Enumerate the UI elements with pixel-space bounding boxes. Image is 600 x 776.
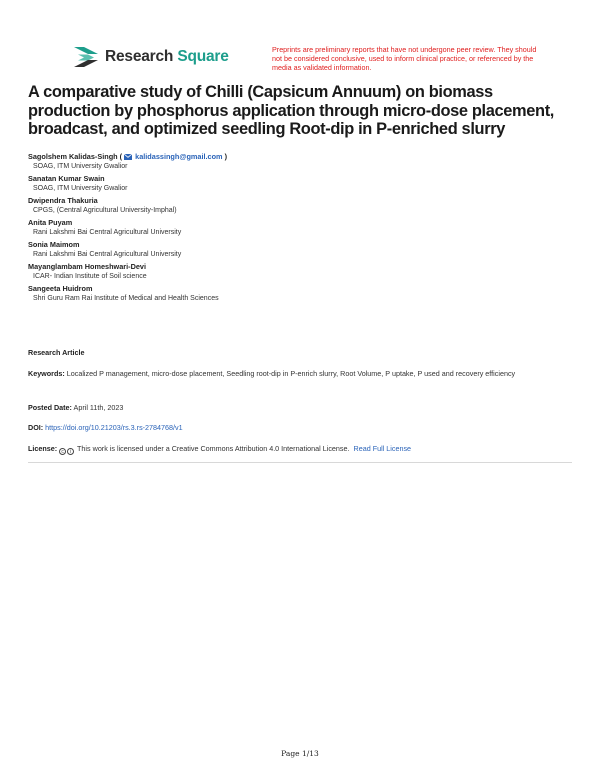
author-list (28, 152, 568, 306)
author-name: Dwipendra Thakuria (28, 196, 98, 205)
read-full-license-link[interactable]: Read Full License (353, 444, 412, 453)
author-affiliation: Rani Lakshmi Bai Central Agricultural University (33, 250, 182, 258)
author-entry (28, 196, 568, 215)
license (28, 444, 568, 455)
author-entry (28, 240, 568, 259)
article-type: Research Article (28, 348, 85, 357)
author-affiliation: SOAG, ITM University Gwalior (33, 162, 128, 170)
doi-link[interactable]: https://doi.org/10.21203/rs.3.rs-2784768/v1 (45, 423, 183, 432)
page-number: Page 1/13 (281, 749, 319, 758)
attribution-icon: i (67, 448, 74, 455)
research-square-logo-icon (74, 47, 98, 67)
keywords-value: Localized P management, micro-dose placement, Seedling root-dip in P-enrich slurry, Root Volume, P uptake, P used and recovery efficiency (66, 369, 516, 378)
author-entry (28, 174, 568, 193)
logo-text: Research Square (105, 48, 229, 65)
author-affiliation: Rani Lakshmi Bai Central Agricultural University (33, 228, 182, 236)
author-name: Sonia Maimom (28, 240, 80, 249)
author-name: Sagolshem Kalidas-Singh (28, 152, 118, 161)
author-name: Sangeeta Huidrom (28, 284, 93, 293)
doi-label: DOI: (28, 423, 44, 432)
author-affiliation: Shri Guru Ram Rai Institute of Medical and Health Sciences (33, 294, 219, 302)
preprint-disclaimer: Preprints are preliminary reports that have not undergone peer review. They should not be considered conclusive, used to inform clinical practice, or referenced by the media as validated information. (272, 45, 537, 73)
author-entry (28, 284, 568, 303)
author-affiliation: ICAR- Indian Institute of Soil science (33, 272, 147, 280)
posted-date-value: April 11th, 2023 (73, 403, 124, 412)
author-affiliation: SOAG, ITM University Gwalior (33, 184, 128, 192)
author-name: Anita Puyam (28, 218, 73, 227)
author-affiliation: CPGS, (Central Agricultural University-Imphal) (33, 206, 177, 214)
keywords (28, 369, 568, 379)
author-entry (28, 262, 568, 281)
research-square-logo (74, 47, 229, 67)
author-email-link[interactable]: kalidassingh@gmail.com (124, 152, 224, 161)
license-label: License: (28, 444, 58, 453)
doi (28, 423, 568, 433)
envelope-icon (124, 154, 132, 160)
author-name: Sanatan Kumar Swain (28, 174, 105, 183)
creative-commons-icon: c (59, 448, 66, 455)
posted-date-label: Posted Date: (28, 403, 72, 412)
paper-title: A comparative study of Chilli (Capsicum Annuum) on biomass production by phosphorus application through micro-dose placement, broadcast, and optimized seedling Root-dip in P-enriched slurry (28, 83, 555, 138)
keywords-label: Keywords: (28, 369, 65, 378)
posted-date (28, 403, 568, 413)
author-name: Mayanglambam Homeshwari-Devi (28, 262, 147, 271)
divider (28, 462, 572, 463)
author-entry: Sagolshem Kalidas-Singh ( kalidassingh@gmail.com ) SOAG, ITM University Gwalior (28, 152, 568, 171)
license-text: This work is licensed under a Creative Commons Attribution 4.0 International License. (77, 444, 350, 453)
author-entry (28, 218, 568, 237)
